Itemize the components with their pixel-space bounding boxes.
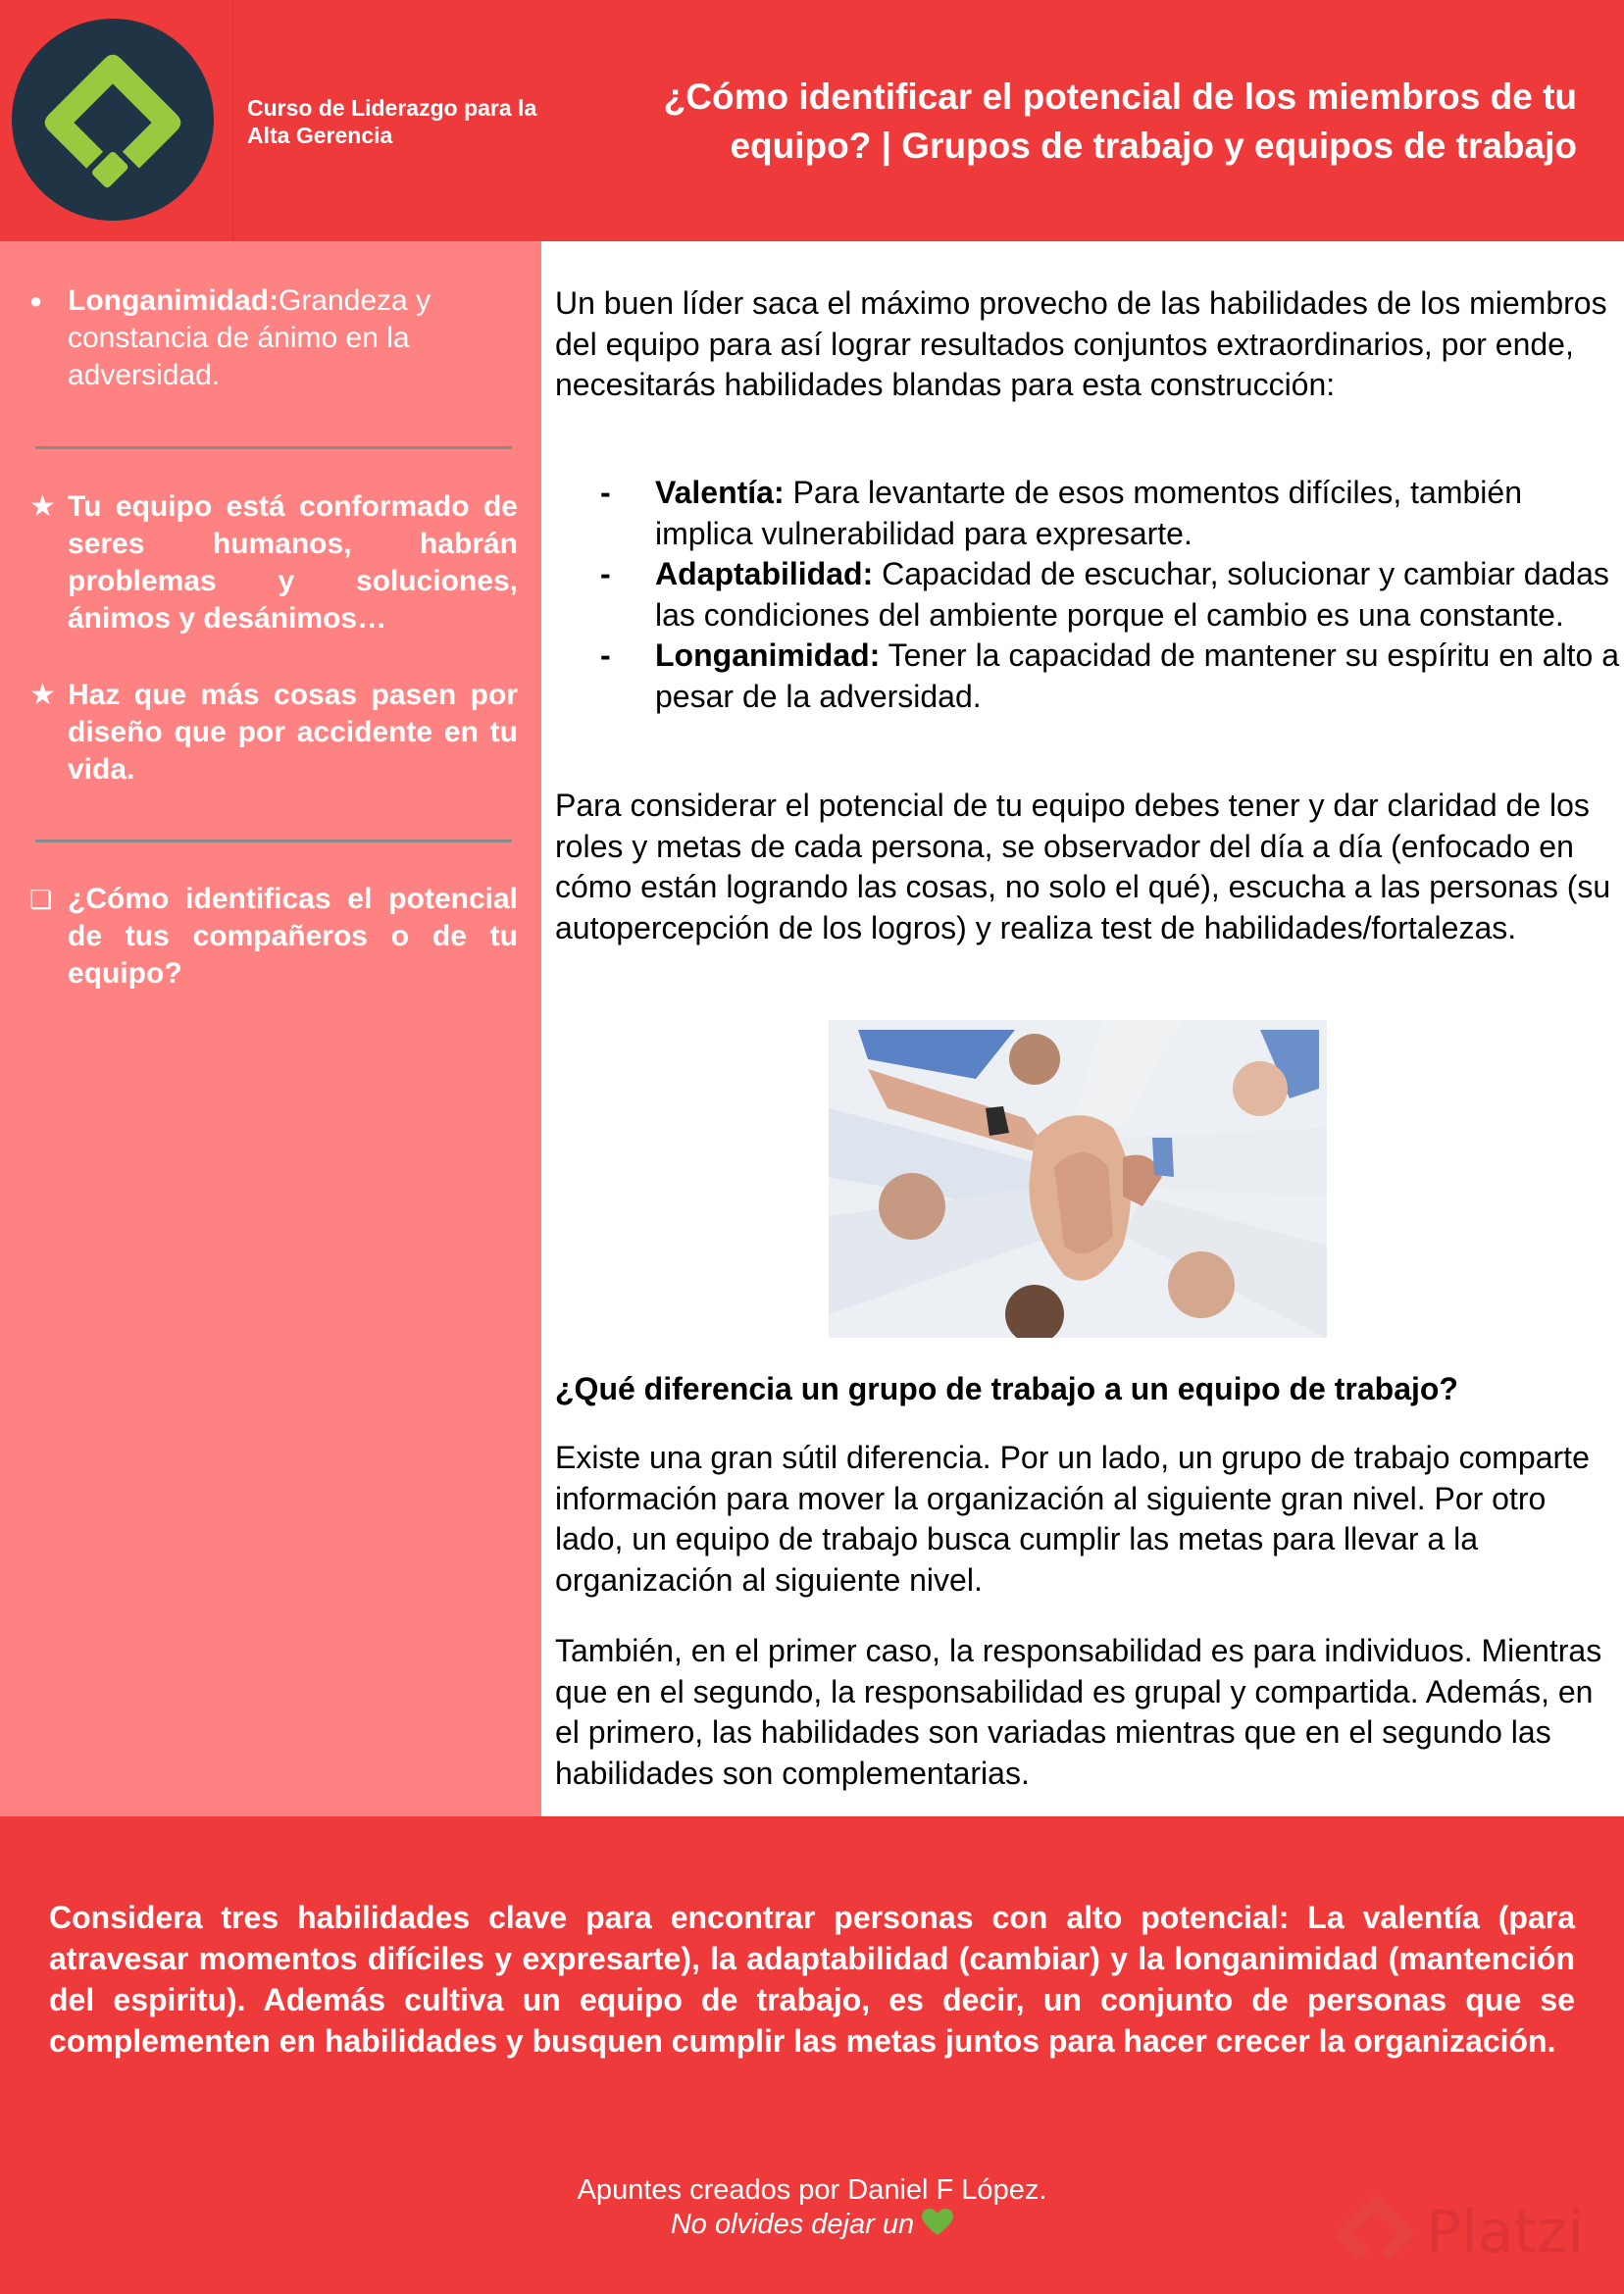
potential-paragraph: Para considerar el potencial de tu equipo debes tener y dar claridad de los roles y metas de cada persona, se observador del día a día (enfocado en cómo están logrando las cosas, no solo el qué), escucha a las personas (su autopercepción de los logros) y realiza test de habilidades/fortalezas.	[555, 788, 1611, 945]
highlight-item	[29, 488, 518, 637]
highlight-item	[29, 677, 518, 789]
course-title: Curso de Liderazgo para la Alta Gerencia	[247, 95, 537, 148]
skill-text: Tener la capacidad de mantener su espíritu en alto a pesar de la adversidad.	[655, 637, 1619, 714]
difference-paragraph-2: También, en el primer caso, la responsabilidad es para individuos. Mientras que en el segundo, la responsabilidad es grupal y compartida. Además, en el primero, las habilidades son variadas mientras que en el segundo las habilidades son complementarias.	[555, 1633, 1602, 1791]
skill-term: Longanimidad:	[655, 637, 881, 673]
dash-icon: -	[600, 475, 611, 510]
bullet-icon: ●	[29, 288, 43, 313]
header	[0, 0, 1624, 241]
dash-icon: -	[600, 556, 611, 591]
question-item	[29, 881, 518, 993]
highlight-text: Haz que más cosas pasen por diseño que por accidente en tu vida.	[68, 679, 518, 786]
platzi-logo-icon	[12, 19, 214, 221]
checkbox-icon: ❏	[29, 885, 53, 914]
green-heart-icon	[922, 2209, 953, 2245]
main-content	[541, 241, 1624, 1816]
definition-term: Longanimidad:	[68, 284, 279, 317]
question-text: ¿Cómo identificas el potencial de tus compañeros o de tu equipo?	[68, 883, 518, 990]
skill-text: Capacidad de escuchar, solucionar y cambiar dadas las condiciones del ambiente porque el cambio es una constante.	[655, 556, 1609, 633]
star-icon: ★	[29, 679, 56, 711]
team-hands-photo	[829, 1020, 1327, 1338]
header-divider	[232, 0, 233, 241]
dash-icon: -	[600, 637, 611, 673]
skill-term: Adaptabilidad:	[655, 556, 874, 591]
skill-text: Para levantarte de esos momentos difíciles, también implica vulnerabilidad para expresarte.	[655, 475, 1522, 551]
skill-term: Valentía:	[655, 475, 785, 510]
separator	[35, 446, 512, 449]
separator	[35, 840, 512, 842]
credits-text: Apuntes creados por Daniel F López.	[577, 2174, 1047, 2206]
definition-item	[29, 282, 518, 394]
definition-text: Grandeza y constancia de ánimo en la adversidad.	[68, 284, 431, 391]
sidebar	[0, 241, 541, 1816]
skill-item	[600, 636, 1620, 717]
skills-list	[600, 473, 1620, 717]
watermark-text: Platzi	[1426, 2198, 1585, 2267]
difference-heading: ¿Qué diferencia un grupo de trabajo a un equipo de trabajo?	[555, 1371, 1458, 1406]
platzi-watermark	[1336, 2183, 1620, 2281]
intro-paragraph: Un buen líder saca el máximo provecho de las habilidades de los miembros del equipo para así lograr resultados conjuntos extraordinarios, por ende, necesitarás habilidades blandas para esta construcción:	[555, 285, 1607, 402]
highlight-text: Tu equipo está conformado de seres humanos, habrán problemas y soluciones, ánimos y desánimos…	[68, 490, 518, 635]
skill-item	[600, 473, 1620, 554]
skill-item	[600, 554, 1620, 636]
page-title: ¿Cómo identificar el potencial de los miembros de tu equipo? | Grupos de trabajo y equipos de trabajo	[663, 76, 1577, 166]
footer	[0, 1816, 1624, 2294]
credits	[392, 2173, 1232, 2245]
difference-paragraph-1: Existe una gran sútil diferencia. Por un lado, un grupo de trabajo comparte información para mover la organización al siguiente gran nivel. Por otro lado, un equipo de trabajo busca cumplir las metas para llevar a la organización al siguiente nivel.	[555, 1440, 1590, 1598]
reminder-text: No olvides dejar un	[670, 2209, 915, 2240]
summary-text: Considera tres habilidades clave para encontrar personas con alto potencial: La valentía (para atravesar momentos difíciles y expresarte), la adaptabilidad (cambiar) y la longanimidad (mantención del espiritu). Además cultiva un equipo de trabajo, es decir, un conjunto de personas que se complementen en habilidades y busquen cumplir las metas juntos para hacer crecer la organización.	[49, 1900, 1575, 2059]
star-icon: ★	[29, 490, 56, 523]
